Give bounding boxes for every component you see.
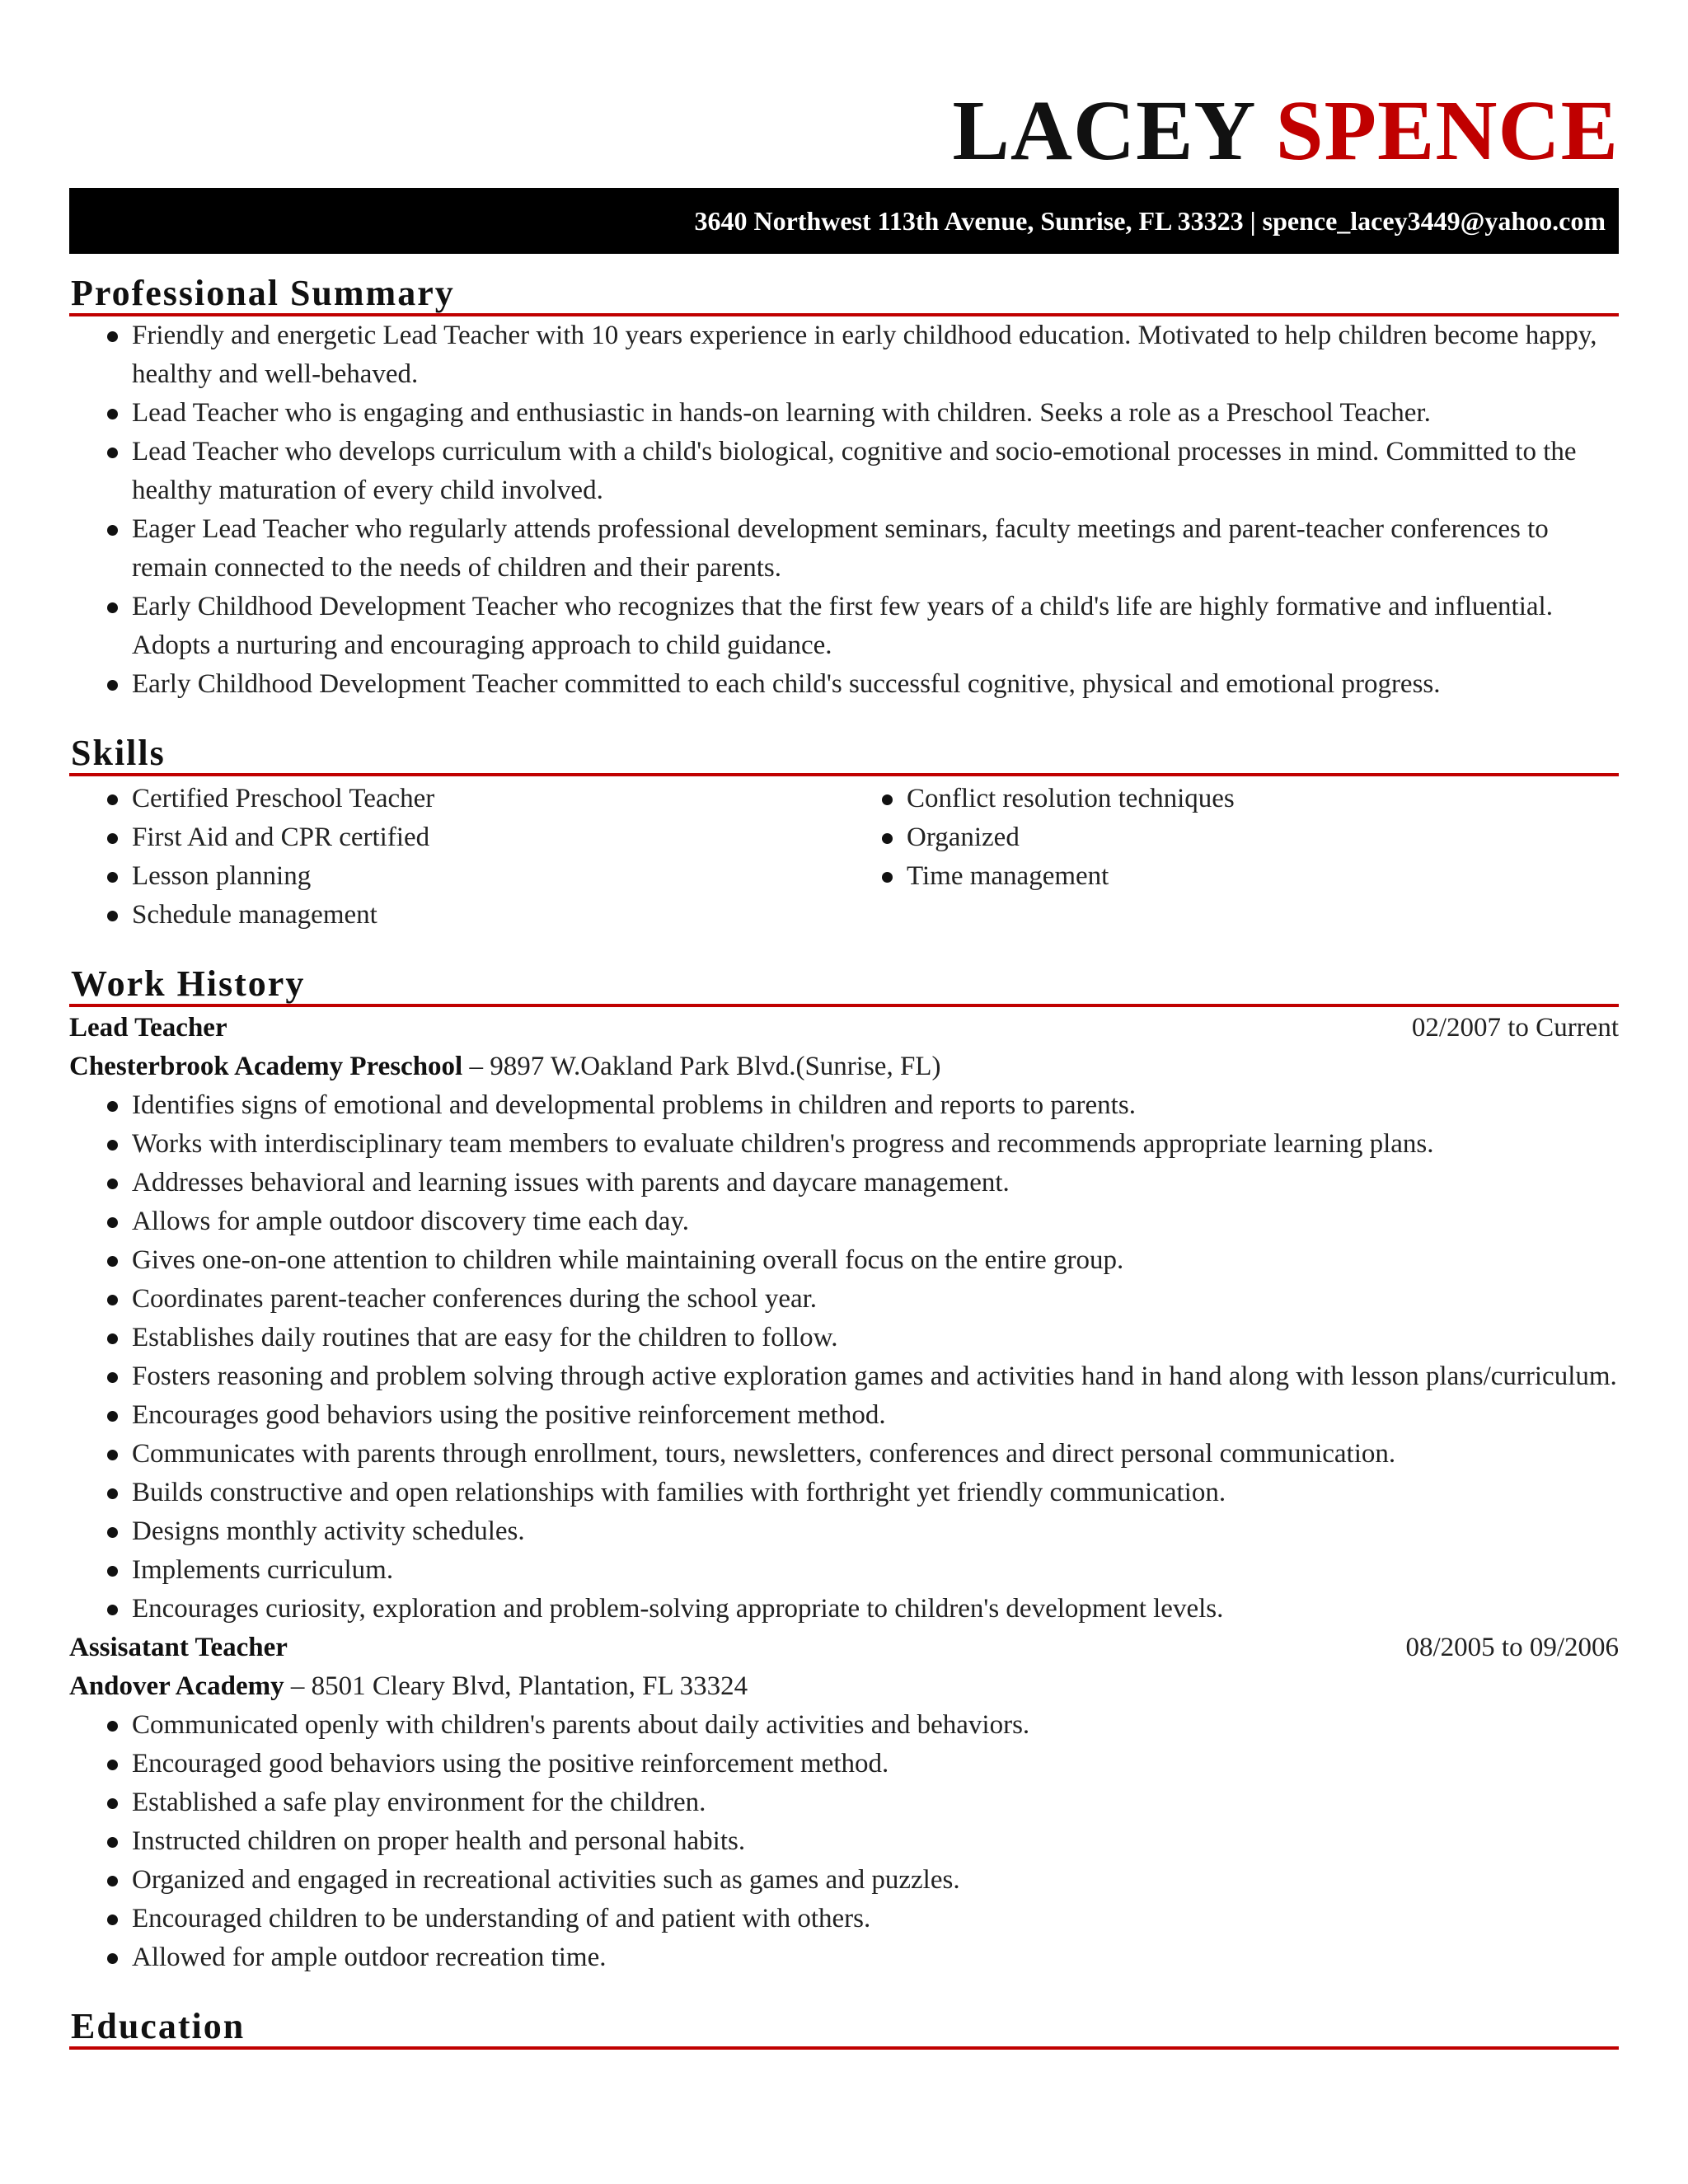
section-title-skills: Skills (69, 729, 1619, 776)
duty-item: Addresses behavioral and learning issues with parents and daycare management. (132, 1164, 1619, 1202)
summary-item: Lead Teacher who develops curriculum with a child's biological, cognitive and socio-emotional processes in mind. Committed to the healthy maturation of every child involved. (132, 433, 1619, 510)
summary-item: Eager Lead Teacher who regularly attends professional development seminars, faculty meetings and parent-teacher conferences to remain connected to the needs of children and their parents. (132, 510, 1619, 588)
summary-item: Lead Teacher who is engaging and enthusiastic in hands-on learning with children. Seeks a role as a Preschool Teacher. (132, 394, 1619, 433)
job-dates: 08/2005 to 09/2006 (1405, 1633, 1619, 1662)
company-line (69, 1667, 1619, 1706)
duty-item: Encourages curiosity, exploration and problem-solving appropriate to children's development levels. (132, 1590, 1619, 1629)
section-title-education: Education (69, 2002, 1619, 2050)
job-header (69, 1629, 1619, 1667)
job-duties-list (69, 1086, 1619, 1629)
duty-item: Coordinates parent-teacher conferences during the school year. (132, 1280, 1619, 1319)
job-dates: 02/2007 to Current (1411, 1013, 1619, 1043)
contact-bar (69, 188, 1619, 254)
job-title: Assisatant Teacher (69, 1633, 288, 1662)
duty-item: Builds constructive and open relationships with families with forthright yet friendly communication. (132, 1474, 1619, 1512)
duty-item: Established a safe play environment for the children. (132, 1783, 1619, 1822)
skills-column-right (844, 780, 1619, 935)
company-name: Chesterbrook Academy Preschool (69, 1052, 463, 1081)
resume-page (69, 0, 1619, 2050)
skill-item: Conflict resolution techniques (907, 780, 1619, 818)
contact-info: 3640 Northwest 113th Avenue, Sunrise, FL 33323 | spence_lacey3449@yahoo.com (694, 206, 1606, 236)
skill-item: Schedule management (132, 896, 844, 935)
duty-item: Encouraged children to be understanding of and patient with others. (132, 1900, 1619, 1938)
job-header (69, 1009, 1619, 1047)
section-title-summary: Professional Summary (69, 269, 1619, 316)
summary-item: Early Childhood Development Teacher who recognizes that the first few years of a child's life are highly formative and influential. Adopts a nurturing and encouraging approach to child guidance. (132, 588, 1619, 665)
skills-grid (69, 780, 1619, 935)
skill-item: Certified Preschool Teacher (132, 780, 844, 818)
skill-item: Organized (907, 818, 1619, 857)
skill-item: Time management (907, 857, 1619, 896)
duty-item: Encourages good behaviors using the positive reinforcement method. (132, 1396, 1619, 1435)
skills-list-right (844, 780, 1619, 896)
duty-item: Implements curriculum. (132, 1551, 1619, 1590)
company-location: – 8501 Cleary Blvd, Plantation, FL 33324 (284, 1671, 748, 1701)
duty-item: Establishes daily routines that are easy for the children to follow. (132, 1319, 1619, 1357)
first-name: LACEY (952, 83, 1254, 178)
duty-item: Communicates with parents through enrollment, tours, newsletters, conferences and direct personal communication. (132, 1435, 1619, 1474)
candidate-name (69, 82, 1619, 180)
job-duties-list (69, 1706, 1619, 1977)
company-location: – 9897 W.Oakland Park Blvd.(Sunrise, FL) (462, 1052, 941, 1081)
job-title: Lead Teacher (69, 1013, 227, 1043)
duty-item: Fosters reasoning and problem solving through active exploration games and activities hand in hand along with lesson plans/curriculum. (132, 1357, 1619, 1396)
duty-item: Allowed for ample outdoor recreation time. (132, 1938, 1619, 1977)
summary-item: Friendly and energetic Lead Teacher with 10 years experience in early childhood education. Motivated to help children become happy, healthy and well-behaved. (132, 316, 1619, 394)
duty-item: Identifies signs of emotional and developmental problems in children and reports to parents. (132, 1086, 1619, 1125)
job-entry (69, 1629, 1619, 1977)
company-line (69, 1047, 1619, 1086)
skills-list-left (69, 780, 844, 935)
duty-item: Allows for ample outdoor discovery time each day. (132, 1202, 1619, 1241)
last-name: SPENCE (1275, 83, 1619, 178)
duty-item: Organized and engaged in recreational activities such as games and puzzles. (132, 1861, 1619, 1900)
skill-item: Lesson planning (132, 857, 844, 896)
duty-item: Designs monthly activity schedules. (132, 1512, 1619, 1551)
skills-column-left (69, 780, 844, 935)
summary-item: Early Childhood Development Teacher committed to each child's successful cognitive, physical and emotional progress. (132, 665, 1619, 704)
skill-item: First Aid and CPR certified (132, 818, 844, 857)
company-name: Andover Academy (69, 1671, 284, 1701)
duty-item: Encouraged good behaviors using the positive reinforcement method. (132, 1745, 1619, 1783)
section-title-work-history: Work History (69, 959, 1619, 1007)
duty-item: Instructed children on proper health and personal habits. (132, 1822, 1619, 1861)
duty-item: Works with interdisciplinary team members to evaluate children's progress and recommends appropriate learning plans. (132, 1125, 1619, 1164)
job-entry (69, 1009, 1619, 1629)
duty-item: Gives one-on-one attention to children while maintaining overall focus on the entire group. (132, 1241, 1619, 1280)
duty-item: Communicated openly with children's parents about daily activities and behaviors. (132, 1706, 1619, 1745)
summary-list (69, 316, 1619, 704)
